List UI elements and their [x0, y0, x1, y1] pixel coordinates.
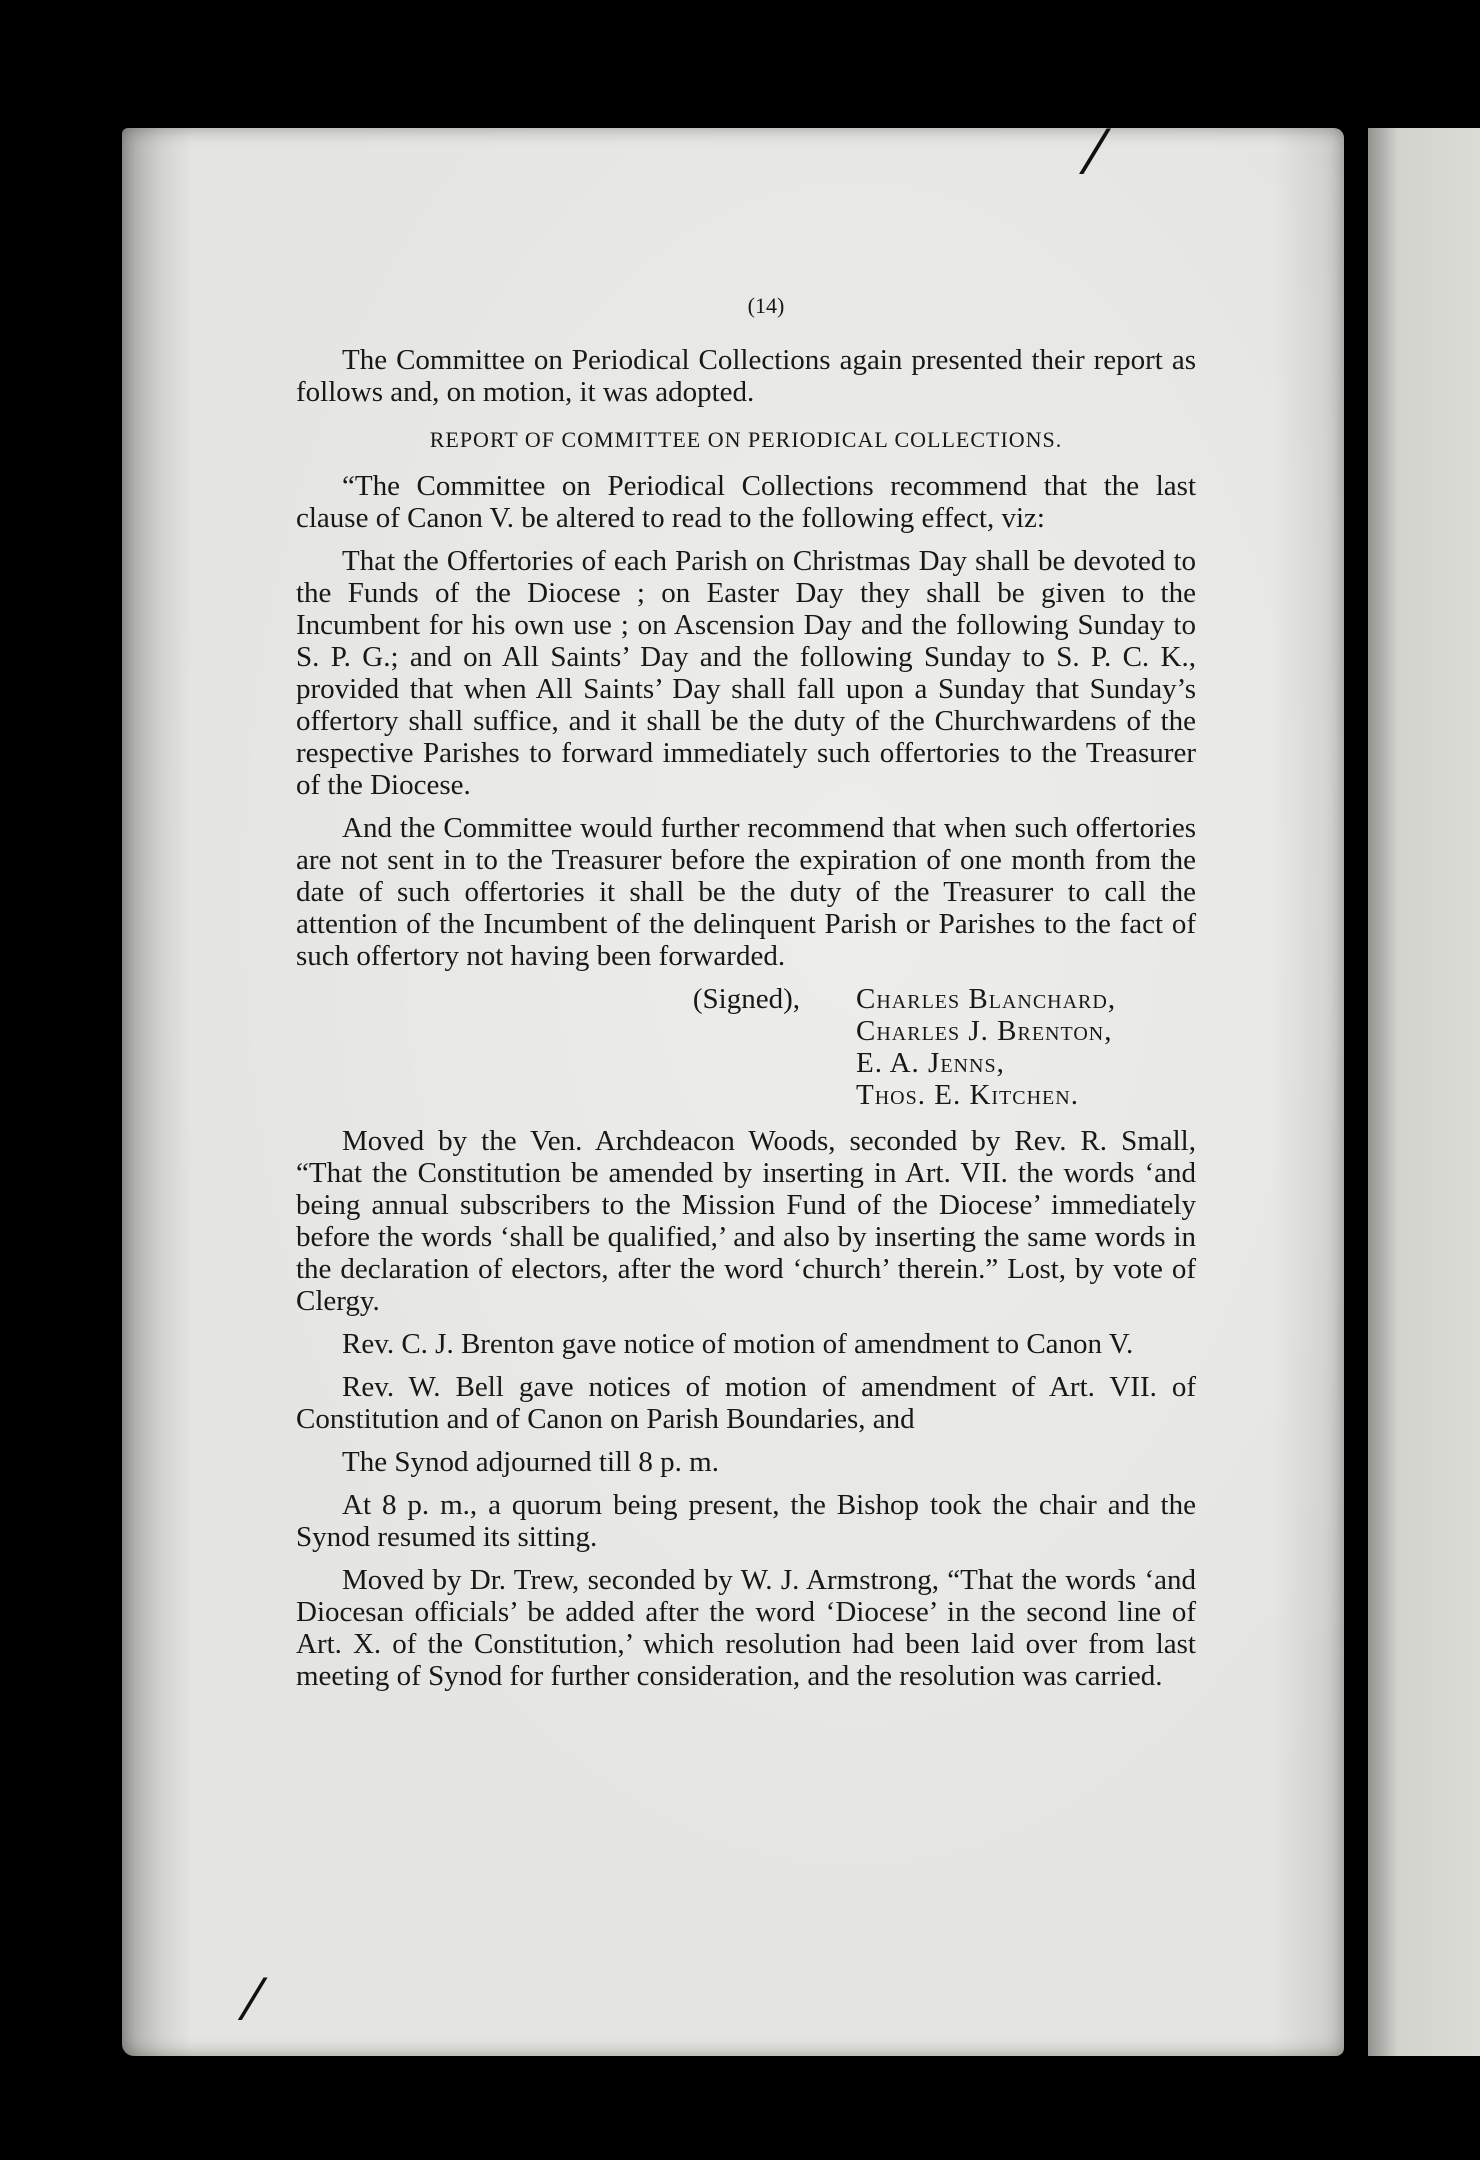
- signatory: Thos. E. Kitchen.: [856, 1079, 1079, 1111]
- minutes-paragraph: Rev. W. Bell gave notices of motion of amendment of Art. VII. of Constitution and of Canon on Parish Boundaries, and: [296, 1371, 1196, 1435]
- page-number: (14): [747, 293, 785, 318]
- adjacent-page-edge: [1368, 128, 1480, 2056]
- signatory-list: [856, 983, 1196, 1111]
- report-heading: REPORT OF COMMITTEE ON PERIODICAL COLLECTIONS.: [429, 427, 1063, 452]
- report-paragraph: That the Offertories of each Parish on Christmas Day shall be devoted to the Funds of the Diocese ; on Easter Day they shall be given to the Incumbent for his own use ; on Ascension Day and the following Sunday to S. P. G.; and on All Saints’ Day and the following Sunday to S. P. C. K., provided that when All Saints’ Day shall fall upon a Sunday that Sunday’s offertory shall suffice, and it shall be the duty of the Churchwardens of the respective Parishes to forward immediately such offertories to the Treasurer of the Diocese.: [296, 545, 1196, 801]
- paragraph-intro: The Committee on Periodical Collections again presented their report as follows and, on motion, it was adopted.: [296, 344, 1196, 408]
- signed-label: (Signed),: [692, 983, 800, 1015]
- minutes-paragraph: Moved by the Ven. Archdeacon Woods, seconded by Rev. R. Small, “That the Constitution be amended by inserting in Art. VII. the words ‘and being annual subscribers to the Mission Fund of the Diocese’ immediately before the words ‘shall be qualified,’ and also by inserting the same words in the declaration of electors, after the word ‘church’ therein.” Lost, by vote of Clergy.: [296, 1125, 1196, 1317]
- report-paragraph: And the Committee would further recommend that when such offertories are not sent in to the Treasurer before the expiration of one month from the date of such offertories it shall be the duty of the Treasurer to call the attention of the Incumbent of the delinquent Parish or Parishes to the fact of such offertory not having been forwarded.: [296, 812, 1196, 972]
- signatory: Charles Blanchard,: [856, 983, 1117, 1015]
- signatory: Charles J. Brenton,: [856, 1015, 1113, 1047]
- report-paragraph: “The Committee on Periodical Collections recommend that the last clause of Canon V. be altered to read to the following effect, viz:: [296, 470, 1196, 534]
- document-text: [296, 290, 1196, 1703]
- margin-mark-top: ⁄: [1090, 118, 1101, 188]
- margin-mark-bottom-left: ⁄: [248, 1968, 258, 2033]
- signature-block: [296, 983, 1196, 1111]
- minutes-paragraph: At 8 p. m., a quorum being present, the Bishop took the chair and the Synod resumed its sitting.: [296, 1489, 1196, 1553]
- minutes-paragraph: The Synod adjourned till 8 p. m.: [342, 1446, 719, 1478]
- minutes-paragraph: Moved by Dr. Trew, seconded by W. J. Armstrong, “That the words ‘and Diocesan officials’ be added after the word ‘Diocese’ in the second line of Art. X. of the Constitution,’ which resolution had been laid over from last meeting of Synod for further consideration, and the resolution was carried.: [296, 1564, 1196, 1692]
- minutes-paragraph: Rev. C. J. Brenton gave notice of motion of amendment to Canon V.: [342, 1328, 1134, 1360]
- signatory: E. A. Jenns,: [856, 1047, 1005, 1079]
